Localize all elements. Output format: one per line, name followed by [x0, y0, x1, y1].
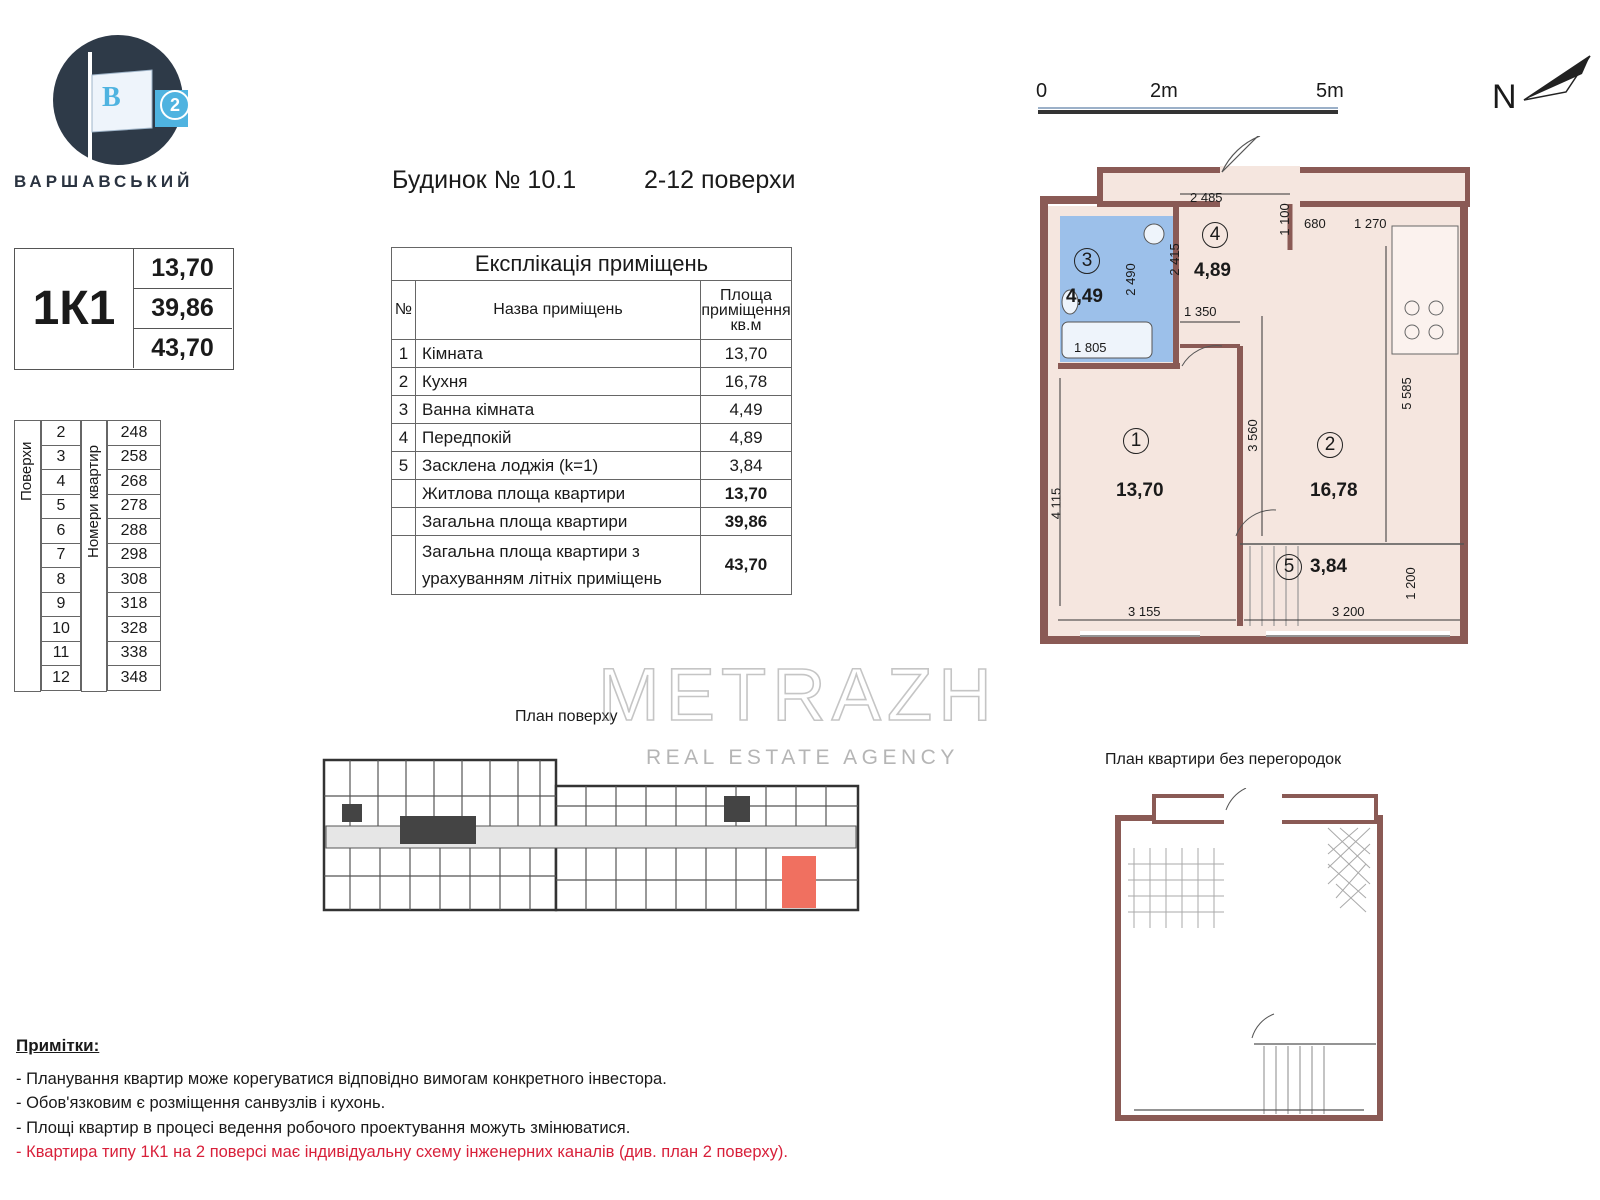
apartment-numbers-label: Номери квартир: [85, 444, 102, 558]
floor-number: 11: [42, 641, 81, 666]
table-row: [392, 424, 792, 452]
floor-row: [42, 543, 81, 568]
open-plan: [1114, 788, 1390, 1124]
floor-row: [42, 617, 81, 642]
floor-row: [42, 470, 81, 495]
dimension-label: 1 100: [1276, 203, 1292, 236]
logo-badge-letter: В: [102, 82, 121, 113]
dimension-label: 4 115: [1048, 487, 1064, 520]
logo-badge-number: 2: [160, 90, 190, 120]
table-row: [392, 340, 792, 368]
dimension-label: 5 585: [1398, 377, 1414, 410]
north-arrow: [1492, 50, 1592, 120]
col-name: Назва приміщень: [416, 281, 701, 340]
row-num: 4: [392, 424, 416, 452]
area-living: 13,70: [133, 249, 232, 289]
apartment-row: [108, 592, 161, 617]
compass-arrow-icon: [1522, 54, 1592, 104]
floor-number: 12: [42, 666, 81, 691]
apartment-numbers-list: [107, 420, 161, 691]
floor-plan-drawing: [320, 756, 864, 916]
total-name: Загальна площа квартири: [416, 508, 701, 536]
notes-title: Примітки:: [16, 1036, 100, 1055]
dimension-label: 2 490: [1122, 263, 1138, 296]
dimension-label: 3 200: [1332, 604, 1365, 619]
row-area: 16,78: [701, 368, 792, 396]
apartment-row: [108, 666, 161, 691]
room-number: 4: [1202, 222, 1228, 248]
apartment-row: [108, 568, 161, 593]
apartment-row: [108, 641, 161, 666]
room-number: 2: [1317, 432, 1343, 458]
floor-number: 4: [42, 470, 81, 495]
open-plan-caption: План квартири без перегородок: [1105, 751, 1342, 768]
scale-label-5m: 5m: [1316, 80, 1344, 102]
col-area: Площа приміщення кв.м: [701, 281, 792, 340]
apartment-number: 288: [108, 519, 161, 544]
room-number: 3: [1074, 248, 1100, 274]
apartment-row: [108, 617, 161, 642]
floor-plan-caption: План поверху: [515, 708, 618, 725]
total-row: [392, 508, 792, 536]
floor-row: [42, 641, 81, 666]
apartment-number: 348: [108, 666, 161, 691]
scale-bar: [1036, 76, 1356, 120]
note-item: - Площі квартир в процесі ведення робочого проектування можуть змінюватися.: [16, 1119, 631, 1137]
note-warning: - Квартира типу 1К1 на 2 поверсі має індивідуальну схему інженерних каналів (див. план 2 поверху).: [16, 1143, 788, 1161]
row-name: Ванна кімната: [416, 396, 701, 424]
floor-number: 6: [42, 519, 81, 544]
watermark-brand: METRAZH: [598, 653, 998, 736]
dimension-label: 680: [1304, 216, 1326, 231]
floor-row: [42, 592, 81, 617]
row-num: 2: [392, 368, 416, 396]
explication-title: Експлікація приміщень: [392, 248, 792, 281]
note-item: - Планування квартир може корегуватися відповідно вимогам конкретного інвестора.: [16, 1070, 667, 1088]
apartment-row: [108, 470, 161, 495]
apartment-row: [108, 445, 161, 470]
apartment-row: [108, 494, 161, 519]
row-num: 5: [392, 452, 416, 480]
floor-row: [42, 519, 81, 544]
house-number: Будинок № 10.1: [392, 166, 577, 194]
apartment-number: 278: [108, 494, 161, 519]
explication-table: [391, 247, 792, 595]
apartment-number: 338: [108, 641, 161, 666]
total-area: 13,70: [701, 480, 792, 508]
dimension-label: 1 270: [1354, 216, 1387, 231]
apartment-row: [108, 421, 161, 446]
row-name: Кімната: [416, 340, 701, 368]
floor-plan: [320, 756, 864, 916]
logo-text: ВАРШАВСЬКИЙ: [14, 172, 194, 191]
floor-number: 3: [42, 445, 81, 470]
row-area: 4,49: [701, 396, 792, 424]
floors-range: 2-12 поверхи: [644, 166, 796, 194]
note-item: - Обов'язковим є розміщення санвузлів і кухонь.: [16, 1094, 386, 1112]
dimension-label: 3 155: [1128, 604, 1161, 619]
north-label: N: [1492, 78, 1517, 116]
room-area: 4,49: [1066, 286, 1103, 307]
dimension-label: 1 805: [1074, 340, 1107, 355]
floor-number: 2: [42, 421, 81, 446]
apartment-number: 258: [108, 445, 161, 470]
apartment-number: 308: [108, 568, 161, 593]
row-num: 1: [392, 340, 416, 368]
total-area: 39,86: [701, 508, 792, 536]
total-name: Загальна площа квартири з урахуванням літніх приміщень: [416, 536, 701, 595]
floor-row: [42, 568, 81, 593]
room-area: 13,70: [1116, 480, 1164, 501]
dimension-label: 2 415: [1166, 243, 1182, 276]
table-row: [392, 396, 792, 424]
apartment-type-code: 1К1: [15, 249, 134, 368]
apartment-number: 328: [108, 617, 161, 642]
scale-label-0: 0: [1036, 80, 1048, 102]
row-name: Кухня: [416, 368, 701, 396]
apartment-type-box: [14, 248, 234, 370]
room-area: 3,84: [1310, 556, 1347, 577]
apartment-row: [108, 519, 161, 544]
floor-row: [42, 494, 81, 519]
floor-row: [42, 421, 81, 446]
apartment-number: 298: [108, 543, 161, 568]
floor-number: 8: [42, 568, 81, 593]
row-area: 13,70: [701, 340, 792, 368]
room-area: 16,78: [1310, 480, 1358, 501]
floors-label: Поверхи: [18, 441, 35, 501]
watermark-tagline: REAL ESTATE AGENCY: [646, 746, 959, 769]
area-total: 39,86: [133, 289, 232, 329]
area-total-summer: 43,70: [151, 334, 214, 362]
total-area: 43,70: [701, 536, 792, 595]
open-plan-drawing: [1114, 788, 1390, 1124]
room-area: 4,89: [1194, 260, 1231, 281]
col-num: №: [392, 281, 416, 340]
table-row: [392, 368, 792, 396]
floors-list: [41, 420, 81, 691]
floor-number: 5: [42, 494, 81, 519]
total-row: [392, 536, 792, 595]
dimension-label: 3 560: [1244, 419, 1260, 452]
dimension-label: 2 485: [1190, 190, 1223, 205]
total-row: [392, 480, 792, 508]
apartment-number: 318: [108, 592, 161, 617]
apartment-plan: [1040, 136, 1470, 646]
apartment-number: 268: [108, 470, 161, 495]
highlighted-apartment: [782, 856, 816, 908]
dimension-label: 1 350: [1184, 304, 1217, 319]
floors-table: [14, 420, 164, 692]
scale-label-2m: 2m: [1150, 80, 1178, 102]
floor-row: [42, 445, 81, 470]
floor-number: 7: [42, 543, 81, 568]
apartment-row: [108, 543, 161, 568]
row-name: Засклена лоджія (k=1): [416, 452, 701, 480]
row-num: 3: [392, 396, 416, 424]
floor-number: 9: [42, 592, 81, 617]
room-number: 5: [1276, 554, 1302, 580]
floor-row: [42, 666, 81, 691]
floor-number: 10: [42, 617, 81, 642]
table-row: [392, 452, 792, 480]
total-name: Житлова площа квартири: [416, 480, 701, 508]
dimension-label: 1 200: [1402, 567, 1418, 600]
apartment-number: 248: [108, 421, 161, 446]
row-name: Передпокій: [416, 424, 701, 452]
room-number: 1: [1123, 428, 1149, 454]
row-area: 4,89: [701, 424, 792, 452]
row-area: 3,84: [701, 452, 792, 480]
